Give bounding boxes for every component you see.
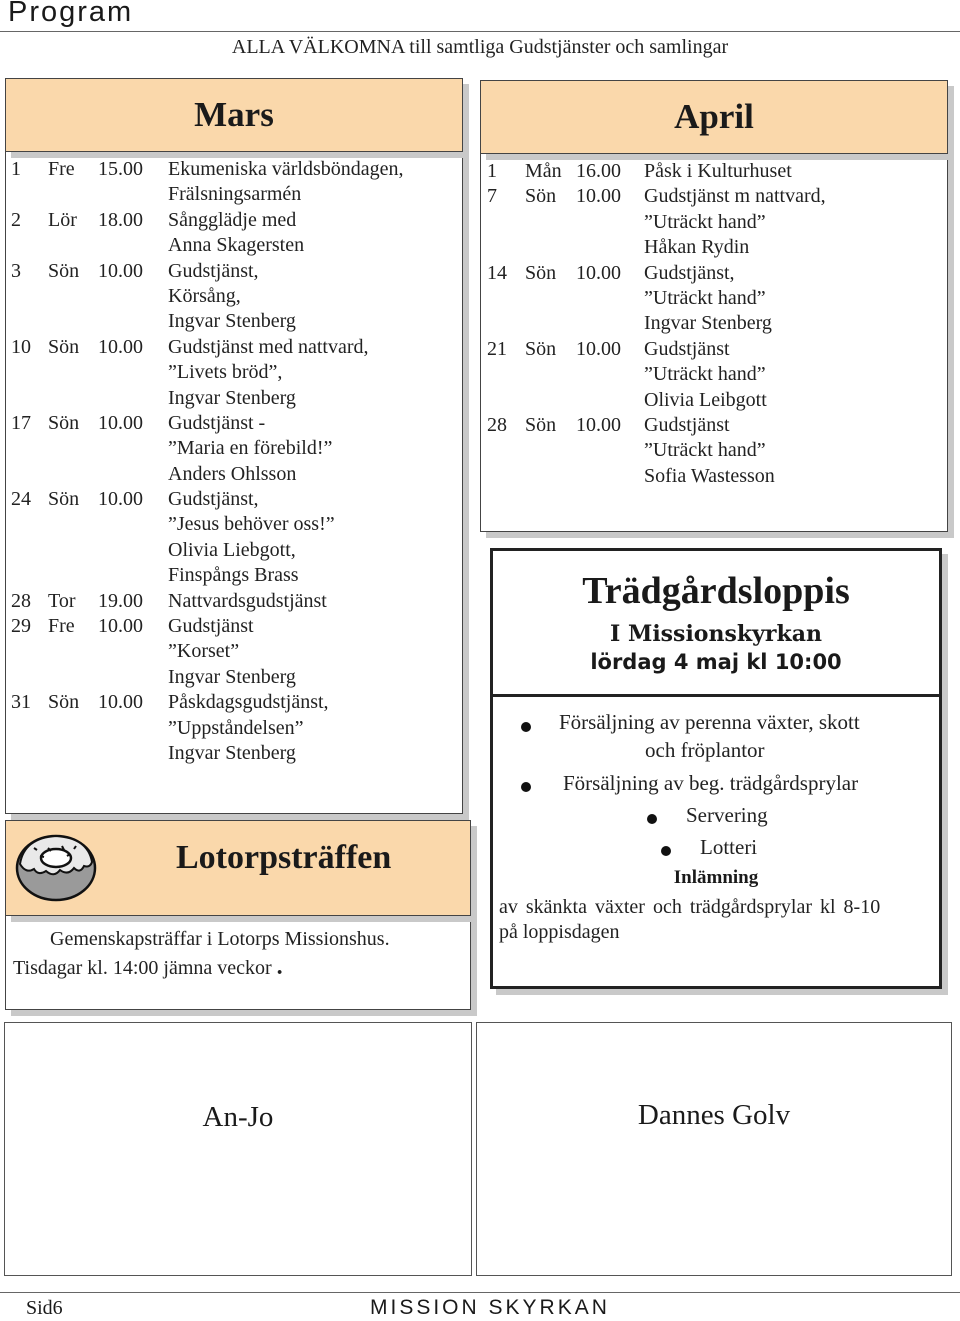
loppis-item-3: Servering [686,803,768,827]
schedule-event: ”Jesus behöver oss!” [168,513,335,536]
schedule-date: 29 [11,615,31,638]
schedule-row [11,589,457,614]
schedule-date: 1 [11,158,21,180]
loppis-inlamning: Inlämning [673,867,759,888]
april-schedule [487,159,943,489]
schedule-date: 21 [487,337,507,360]
schedule-row [11,259,457,284]
schedule-event: ”Uppståndelsen” [168,716,304,739]
schedule-weekday: Sön [48,259,80,282]
schedule-date: 17 [11,411,31,434]
page-title: Program [8,0,134,28]
schedule-row [11,360,457,385]
sponsor-box-anjo [4,1022,472,1276]
bullet-dot [521,782,531,792]
schedule-row [11,639,457,664]
schedule-event: Sofia Wastesson [644,464,775,487]
schedule-event: Gudstjänst [168,615,254,638]
sponsor-anjo: An-Jo [202,1101,274,1133]
schedule-row [11,335,457,360]
schedule-time: 19.00 [98,589,143,612]
schedule-event: ”Uträckt hand” [644,210,766,233]
schedule-weekday: Mån [525,160,562,182]
lotorp-line-2-period: . [276,954,283,980]
schedule-row [487,184,943,209]
schedule-event: Ingvar Stenberg [168,665,296,688]
schedule-weekday: Sön [525,261,557,284]
schedule-time: 10.00 [98,259,143,282]
schedule-time: 10.00 [98,488,143,511]
schedule-event: ”Maria en förebild!” [168,437,333,460]
schedule-event: ”Uträckt hand” [644,286,766,309]
footer-brand: MISSION SKYRKAN [370,1296,610,1319]
schedule-time: 10.00 [576,261,621,284]
loppis-subtitle: I Missionskyrkan [610,621,822,647]
loppis-body-box [490,694,942,989]
schedule-event: Nattvardsgudstjänst [168,589,327,612]
schedule-date: 28 [487,413,507,436]
schedule-event: Körsång, [168,284,241,307]
schedule-time: 10.00 [576,413,621,436]
bullet-dot [647,814,657,824]
schedule-row [11,487,457,512]
schedule-row [11,182,457,207]
loppis-date: lördag 4 maj kl 10:00 [590,650,842,674]
loppis-title: Trädgårdsloppis [582,570,850,612]
schedule-event: Frälsningsarmén [168,183,302,206]
schedule-row [11,716,457,741]
page-subtitle: ALLA VÄLKOMNA till samtliga Gudstjänster och samlingar [231,36,729,58]
schedule-time: 18.00 [98,208,143,231]
schedule-event: Gudstjänst m nattvard, [644,185,826,208]
schedule-event: Gudstjänst, [644,261,735,284]
schedule-event: Ingvar Stenberg [168,741,296,764]
schedule-event: ”Uträckt hand” [644,439,766,462]
page-number: Sid6 [26,1297,63,1319]
schedule-time: 10.00 [576,185,621,208]
schedule-event: Ingvar Stenberg [168,386,296,409]
schedule-event: ”Livets bröd”, [168,361,283,384]
schedule-weekday: Sön [525,337,557,360]
schedule-weekday: Sön [525,413,557,436]
schedule-date: 31 [11,691,31,714]
schedule-row [11,208,457,233]
schedule-event: Gudstjänst [644,337,730,360]
schedule-row [487,286,943,311]
schedule-event: Anna Skagersten [168,234,305,257]
bullet-dot [661,846,671,856]
loppis-item-1-cont: och fröplantor [645,738,765,762]
schedule-row [487,210,943,235]
schedule-row [487,261,943,286]
schedule-event: Olivia Leibgott [644,388,767,411]
schedule-event: Anders Ohlsson [168,462,297,485]
schedule-event: Gudstjänst med nattvard, [168,335,369,358]
schedule-row [11,386,457,411]
schedule-date: 28 [11,589,31,612]
schedule-event: Finspångs Brass [168,564,299,587]
april-header [480,80,948,154]
schedule-date: 24 [11,488,31,511]
lotorp-line-2-text: Tisdagar kl. 14:00 jämna veckor [13,957,272,979]
schedule-row [487,159,943,184]
loppis-note-1: av skänkta växter och trädgårdsprylar kl 8-10 [499,896,881,918]
schedule-event: Gudstjänst, [168,259,259,282]
schedule-row [11,436,457,461]
mars-schedule [11,157,457,766]
schedule-time: 10.00 [98,335,143,358]
schedule-row [487,235,943,260]
schedule-event: Gudstjänst - [168,411,266,434]
schedule-date: 2 [11,208,21,231]
schedule-event: Påsk i Kulturhuset [644,160,792,182]
schedule-weekday: Sön [48,335,80,358]
schedule-time: 10.00 [98,411,143,434]
lotorp-line-2 [13,954,283,981]
schedule-time: 16.00 [576,160,621,182]
lotorp-title: Lotorpsträffen [176,839,392,876]
mars-title: Mars [194,95,274,134]
schedule-event: Gudstjänst [644,413,730,436]
schedule-row [11,512,457,537]
schedule-event: Ingvar Stenberg [168,310,296,333]
schedule-weekday: Fre [48,158,75,180]
schedule-weekday: Sön [48,488,80,511]
footer-rule [0,1292,960,1293]
schedule-row [487,362,943,387]
schedule-row [11,665,457,690]
schedule-date: 7 [487,185,497,208]
schedule-weekday: Sön [525,185,557,208]
schedule-weekday: Sön [48,411,80,434]
schedule-row [487,464,943,489]
sponsor-box-dannes [476,1022,952,1276]
schedule-row [487,438,943,463]
schedule-row [487,337,943,362]
schedule-row [11,538,457,563]
schedule-time: 10.00 [98,691,143,714]
donut-icon [14,828,98,904]
schedule-event: ”Korset” [168,640,240,663]
loppis-header-box [490,548,942,697]
schedule-row [11,157,457,182]
schedule-row [487,413,943,438]
schedule-date: 14 [487,261,507,284]
schedule-row [11,411,457,436]
schedule-weekday: Tor [48,589,76,612]
schedule-time: 10.00 [98,615,143,638]
loppis-item-2: Försäljning av beg. trädgårdsprylar [563,771,859,795]
schedule-time: 15.00 [98,158,143,180]
loppis-item-4: Lotteri [700,835,758,859]
schedule-event: ”Uträckt hand” [644,363,766,386]
header-rule [0,31,960,32]
sponsor-dannes-golv: Dannes Golv [637,1099,791,1131]
schedule-row [487,311,943,336]
april-title: April [674,97,754,136]
schedule-event: Håkan Rydin [644,236,750,259]
lotorp-line-1: Gemenskapsträffar i Lotorps Missionshus. [50,928,390,950]
schedule-row [11,309,457,334]
schedule-row [11,563,457,588]
bullet-dot [521,722,531,732]
schedule-event: Gudstjänst, [168,488,259,511]
schedule-event: Påskdagsgudstjänst, [168,691,329,714]
schedule-date: 3 [11,259,21,282]
loppis-note-2: på loppisdagen [499,921,620,943]
schedule-row [11,284,457,309]
schedule-event: Ekumeniska världsböndagen, [168,158,404,180]
schedule-row [11,690,457,715]
schedule-event: Olivia Liebgott, [168,538,296,561]
schedule-event: Ingvar Stenberg [644,312,772,335]
schedule-row [11,614,457,639]
schedule-event: Sångglädje med [168,208,297,231]
schedule-date: 1 [487,160,497,182]
schedule-row [11,741,457,766]
loppis-item-1: Försäljning av perenna växter, skott [559,710,860,734]
schedule-weekday: Fre [48,615,75,638]
schedule-row [11,462,457,487]
mars-header [5,78,463,152]
schedule-row [487,388,943,413]
schedule-date: 10 [11,335,31,358]
schedule-time: 10.00 [576,337,621,360]
schedule-row [11,233,457,258]
schedule-weekday: Lör [48,208,77,231]
schedule-weekday: Sön [48,691,80,714]
